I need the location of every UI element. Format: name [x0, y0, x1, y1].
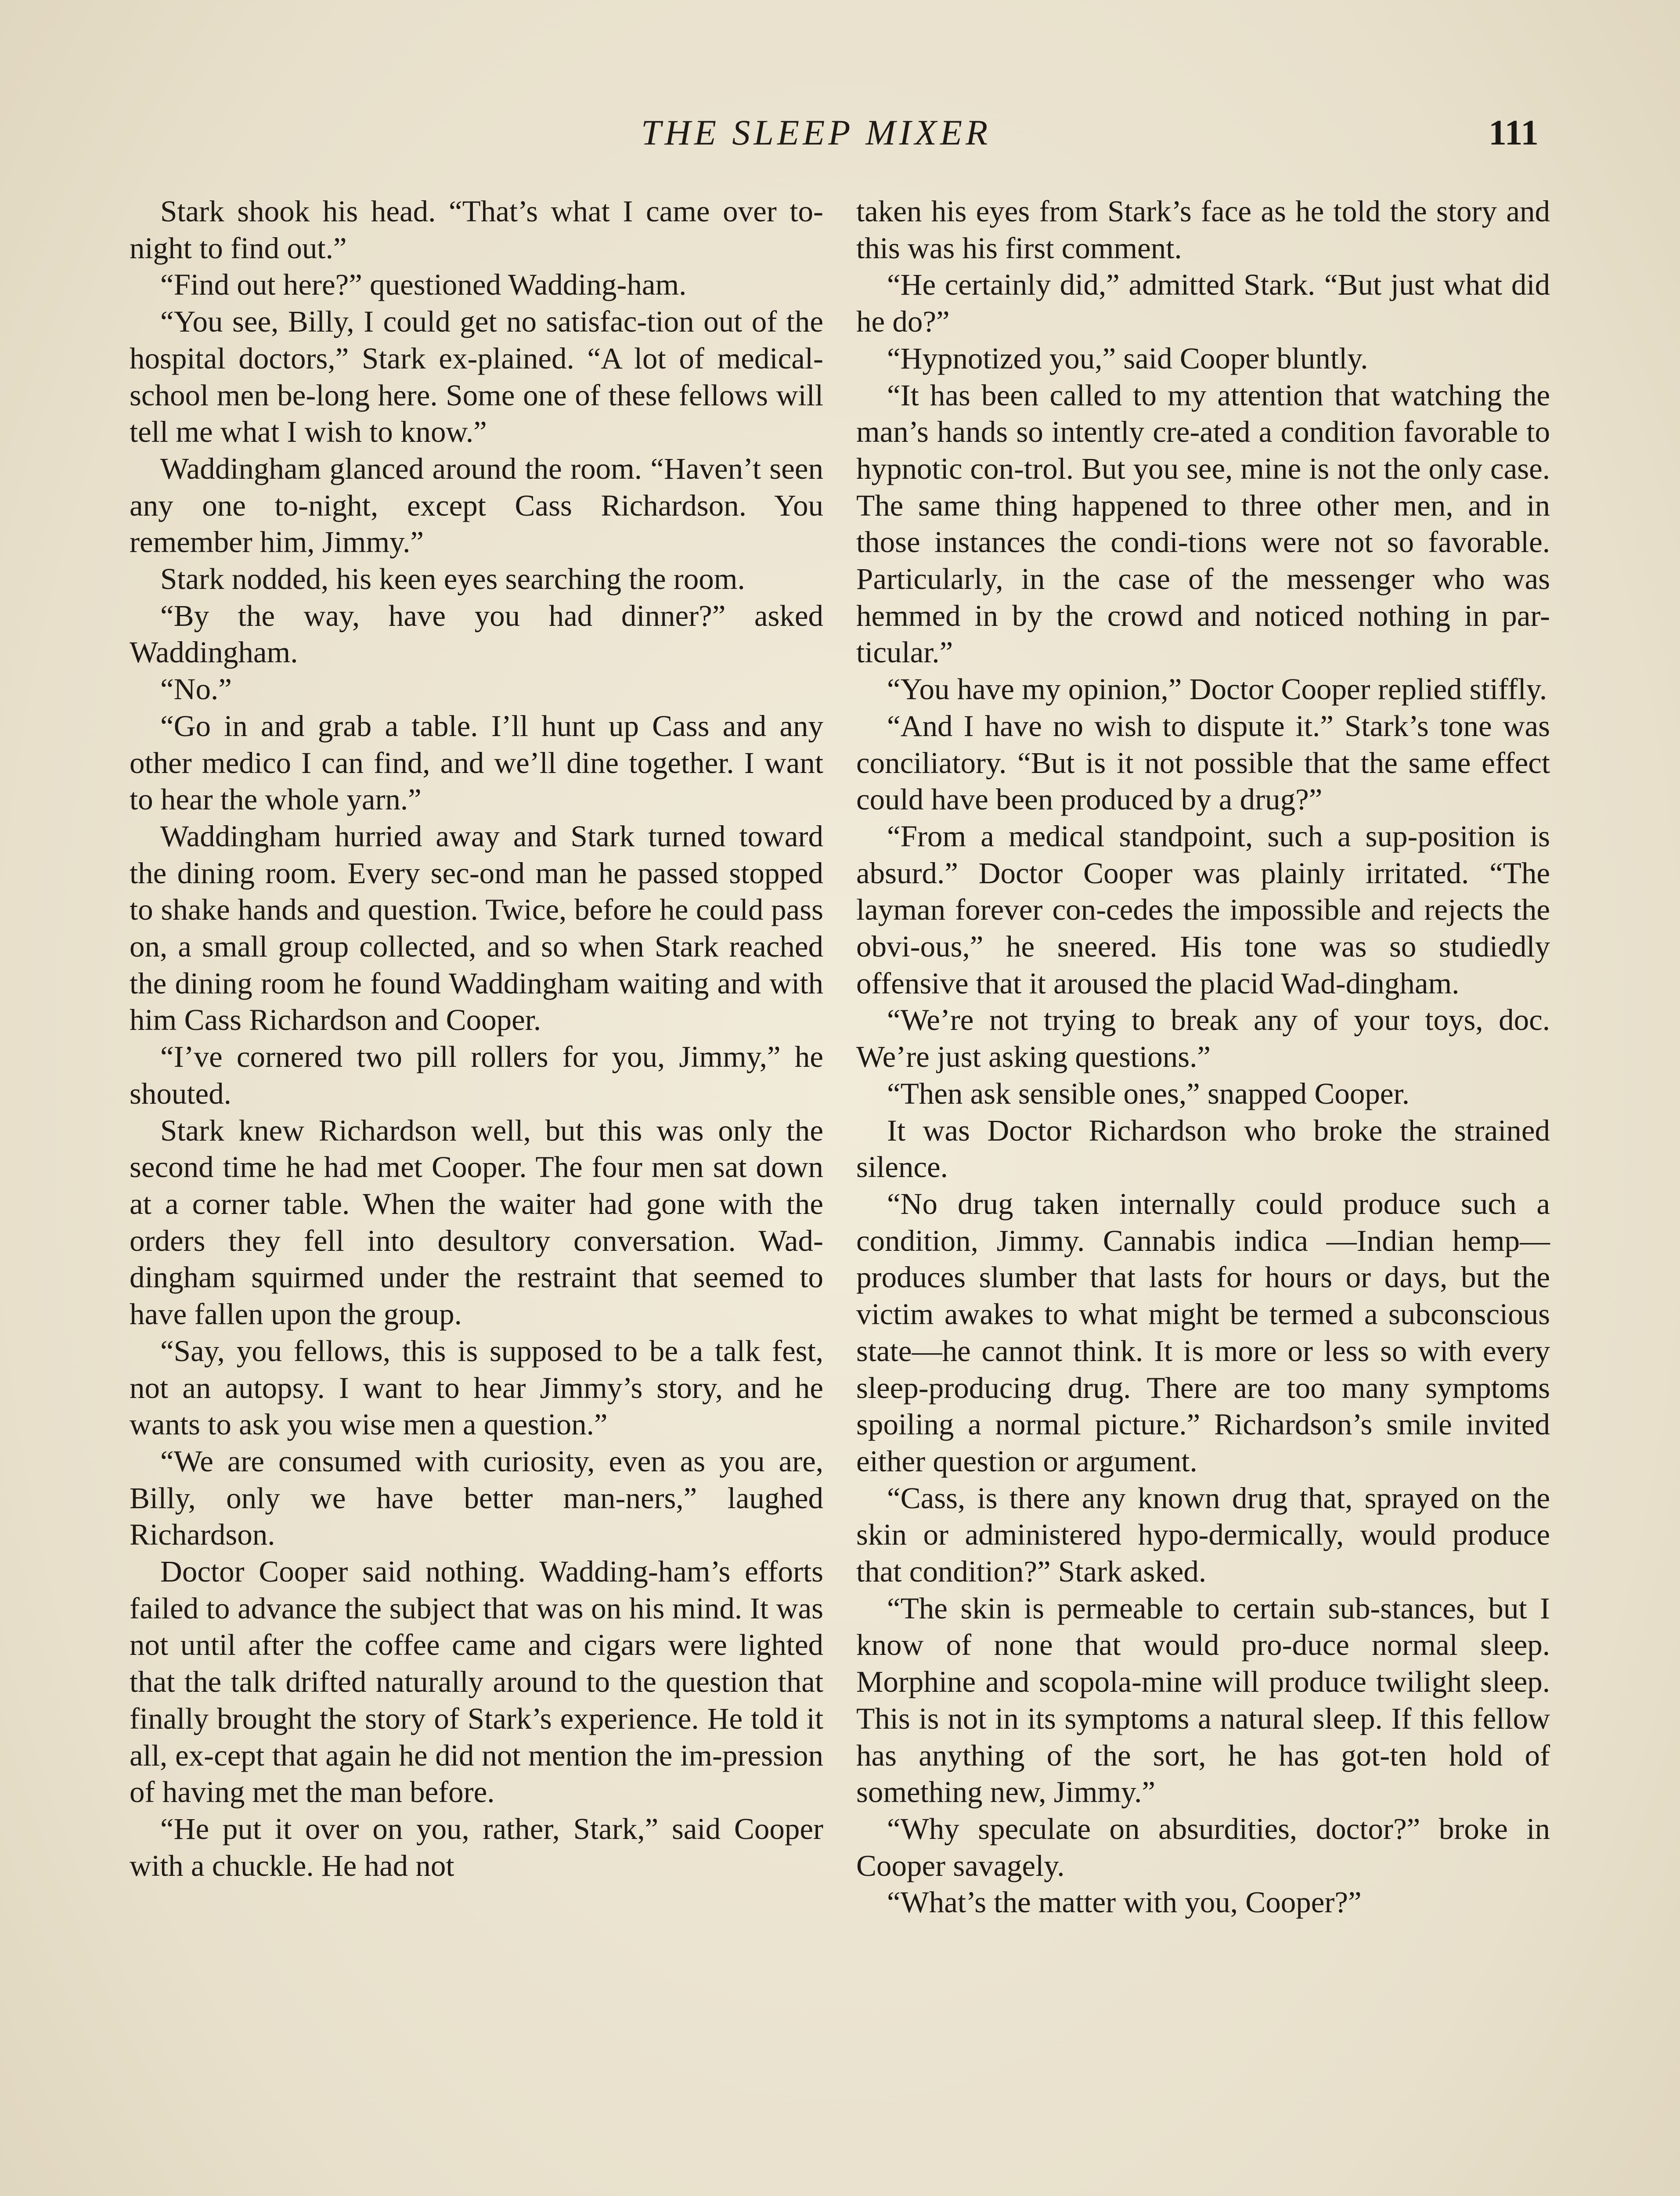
paragraph: “It has been called to my attention that watching the man’s hands so intently cre-ated a condition favorable to hypnotic con-trol. But you see, mine is not the only case. The same thing happened to three other men, and in those instances the condi-tions were not so favorable. Particularly, in the case of the messenger who was hemmed in by the crowd and noticed nothing in par-ticular.” — [856, 378, 1550, 669]
paragraph: taken his eyes from Stark’s face as he told the story and this was his first comment. — [856, 195, 1550, 265]
page-header — [0, 112, 1680, 160]
paragraph: “Find out here?” questioned Wadding-ham. — [160, 268, 687, 302]
paragraph: Stark shook his head. “That’s what I came over to-night to find out.” — [130, 195, 823, 265]
paragraph: “Cass, is there any known drug that, sprayed on the skin or administered hypo-dermically, would produce that condition?” Stark asked. — [856, 1481, 1550, 1589]
paragraph: “What’s the matter with you, Cooper?” — [887, 1885, 1362, 1919]
paragraph: “Say, you fellows, this is supposed to be a talk fest, not an autopsy. I want to hear Jimmy’s story, and he wants to ask you wise men a question.” — [130, 1334, 823, 1441]
paragraph: “Hypnotized you,” said Cooper bluntly. — [887, 341, 1368, 375]
left-column — [130, 193, 823, 1884]
paragraph: “We’re not trying to break any of your toys, doc. We’re just asking questions.” — [856, 1003, 1550, 1074]
running-title: THE SLEEP MIXER — [641, 112, 991, 152]
paragraph: “You see, Billy, I could get no satisfac-tion out of the hospital doctors,” Stark ex-plained. “A lot of medical-school men be-long here. Some one of these fellows will tell me what I wish to know.” — [130, 305, 823, 449]
paragraph: “The skin is permeable to certain sub-stances, but I know of none that would pro-duce normal sleep. Morphine and scopola-mine will produce twilight sleep. This is not in its symptoms a natural sleep. If this fellow has anything of the sort, he has got-ten hold of something new, Jimmy.” — [856, 1591, 1550, 1809]
paragraph: “Go in and grab a table. I’ll hunt up Cass and any other medico I can find, and we’ll dine together. I want to hear the whole yarn.” — [130, 709, 823, 816]
paragraph: “And I have no wish to dispute it.” Stark’s tone was conciliatory. “But is it not possible that the same effect could have been produced by a drug?” — [856, 709, 1550, 816]
paragraph: “From a medical standpoint, such a sup-position is absurd.” Doctor Cooper was plainly irritated. “The layman forever con-cedes the impossible and rejects the obvi-ous,” he sneered. His tone was so studiedly offensive that it aroused the placid Wad-dingham. — [856, 819, 1550, 1000]
paragraph: “Why speculate on absurdities, doctor?” broke in Cooper savagely. — [856, 1812, 1550, 1882]
paragraph: Stark knew Richardson well, but this was only the second time he had met Cooper. The four men sat down at a corner table. When the waiter had gone with the orders they fell into desultory conversation. Wad-dingham squirmed under the restraint that seemed to have fallen upon the group. — [130, 1113, 823, 1331]
paragraph: “He put it over on you, rather, Stark,” said Cooper with a chuckle. He had not — [130, 1812, 823, 1882]
paragraph: Doctor Cooper said nothing. Wadding-ham’s efforts failed to advance the subject that was on his mind. It was not until after the coffee came and cigars were lighted that the talk drifted naturally around to the question that finally brought the story of Stark’s experience. He told it all, ex-cept that again he did not mention the im-pression of having met the man before. — [130, 1555, 823, 1809]
paragraph: Waddingham glanced around the room. “Haven’t seen any one to-night, except Cass Richardson. You remember him, Jimmy.” — [130, 451, 823, 559]
paragraph: “Then ask sensible ones,” snapped Cooper. — [887, 1076, 1410, 1110]
paragraph: “You have my opinion,” Doctor Cooper replied stiffly. — [887, 672, 1547, 706]
paragraph: “We are consumed with curiosity, even as you are, Billy, only we have better man-ners,” laughed Richardson. — [130, 1444, 823, 1552]
page-number: 111 — [1489, 112, 1539, 152]
paragraph: Waddingham hurried away and Stark turned toward the dining room. Every sec-ond man he passed stopped to shake hands and question. Twice, before he could pass on, a small group collected, and so when Stark reached the dining room he found Waddingham waiting and with him Cass Richardson and Cooper. — [130, 819, 823, 1037]
paragraph: It was Doctor Richardson who broke the strained silence. — [856, 1113, 1550, 1184]
paragraph: “No.” — [160, 672, 232, 706]
paragraph: Stark nodded, his keen eyes searching the room. — [160, 562, 745, 596]
paragraph: “No drug taken internally could produce such a condition, Jimmy. Cannabis indica —Indian hemp—produces slumber that lasts for hours or days, but the victim awakes to what might be termed a subconscious state—he cannot think. It is more or less so with every sleep-producing drug. There are too many symptoms spoiling a normal picture.” Richardson’s smile invited either question or argument. — [856, 1187, 1550, 1478]
right-column — [856, 193, 1550, 1921]
paragraph: “I’ve cornered two pill rollers for you, Jimmy,” he shouted. — [130, 1040, 823, 1110]
paragraph: “He certainly did,” admitted Stark. “But just what did he do?” — [856, 268, 1550, 339]
paragraph: “By the way, have you had dinner?” asked Waddingham. — [130, 599, 823, 669]
